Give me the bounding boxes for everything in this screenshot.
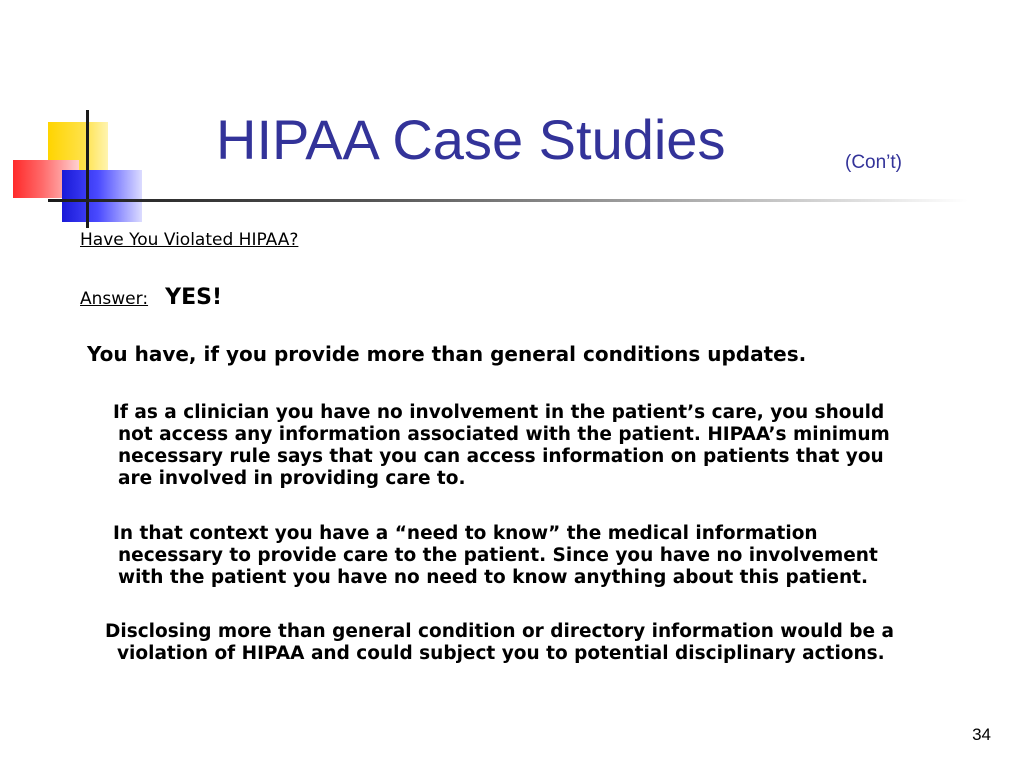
slide-title-continued: (Con’t)	[845, 152, 903, 173]
blue-square-decoration	[62, 170, 142, 222]
slide-title: HIPAA Case Studies	[216, 108, 726, 171]
paragraph-line: necessary to provide care to the patient. Since you have no involvement	[118, 545, 878, 566]
page-number: 34	[972, 725, 991, 744]
answer-label: Answer:	[80, 289, 149, 309]
slide-logo-decoration	[0, 0, 160, 240]
main-statement: You have, if you provide more than general conditions updates.	[87, 342, 807, 366]
answer-value: YES!	[165, 285, 222, 310]
paragraph-disclosure-violation	[105, 621, 995, 665]
paragraph-line: necessary rule says that you can access information on patients that you	[118, 446, 884, 467]
paragraph-line: are involved in providing care to.	[118, 468, 466, 489]
paragraph-line: In that context you have a “need to know” the medical information	[113, 523, 818, 544]
paragraph-line: with the patient you have no need to know anything about this patient.	[118, 567, 868, 588]
paragraph-line: If as a clinician you have no involvement in the patient’s care, you should	[113, 402, 885, 423]
paragraph-clinician-involvement	[113, 402, 993, 490]
paragraph-need-to-know	[113, 523, 993, 589]
title-underline-rule	[48, 199, 968, 202]
question-heading: Have You Violated HIPAA?	[80, 230, 299, 250]
paragraph-line: violation of HIPAA and could subject you to potential disciplinary actions.	[117, 643, 885, 664]
paragraph-line: Disclosing more than general condition or directory information would be a	[105, 621, 895, 642]
answer-row	[80, 285, 222, 310]
vertical-rule	[86, 110, 89, 228]
paragraph-line: not access any information associated with the patient. HIPAA’s minimum	[118, 424, 890, 445]
